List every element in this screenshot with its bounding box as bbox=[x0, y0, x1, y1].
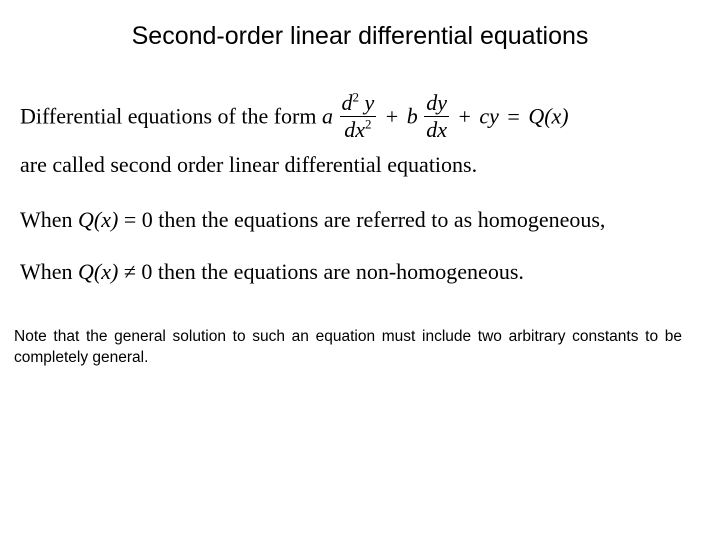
equation-definition-line bbox=[20, 90, 569, 146]
rhs-q-of-x: Q(x) bbox=[528, 103, 569, 129]
homogeneous-line bbox=[20, 207, 605, 233]
equals-zero: = 0 bbox=[123, 207, 153, 232]
coefficient-a: a bbox=[322, 103, 333, 129]
non-homogeneous-text: then the equations are non-homogeneous. bbox=[157, 259, 524, 284]
definition-continuation-line bbox=[20, 152, 477, 178]
q-of-x: Q(x) bbox=[78, 259, 119, 284]
general-solution-note: Note that the general solution to such an equation must include two arbitrary constants to be completely general. bbox=[14, 328, 682, 366]
plus-operator: + bbox=[385, 103, 399, 129]
when-text: When bbox=[20, 259, 73, 284]
definition-text: Differential equations of the form bbox=[20, 103, 317, 129]
equals-operator: = bbox=[507, 103, 520, 129]
slide-title: Second-order linear differential equations bbox=[131, 22, 589, 50]
dx-symbol: dx bbox=[344, 117, 366, 142]
q-of-x: Q(x) bbox=[78, 207, 119, 232]
y-variable: y bbox=[364, 90, 375, 115]
second-derivative-numerator bbox=[340, 90, 377, 117]
first-derivative-fraction bbox=[424, 90, 449, 143]
numerator-exponent: 2 bbox=[352, 89, 359, 105]
plus-operator: + bbox=[458, 103, 471, 129]
when-text: When bbox=[20, 207, 73, 232]
first-derivative-denominator: dx bbox=[426, 117, 447, 142]
coefficient-b: b bbox=[406, 103, 418, 129]
not-equals-zero: ≠ 0 bbox=[123, 259, 153, 284]
continuation-text: are called second order linear differential equations. bbox=[20, 152, 478, 177]
non-homogeneous-line bbox=[20, 259, 524, 285]
denominator-exponent: 2 bbox=[365, 116, 372, 132]
second-derivative-fraction bbox=[340, 90, 377, 143]
homogeneous-text: then the equations are referred to as homogeneous, bbox=[158, 207, 606, 232]
d-symbol: d bbox=[341, 90, 353, 115]
second-derivative-denominator bbox=[340, 117, 377, 143]
term-cy: cy bbox=[479, 103, 499, 129]
first-derivative-numerator: dy bbox=[426, 90, 447, 115]
